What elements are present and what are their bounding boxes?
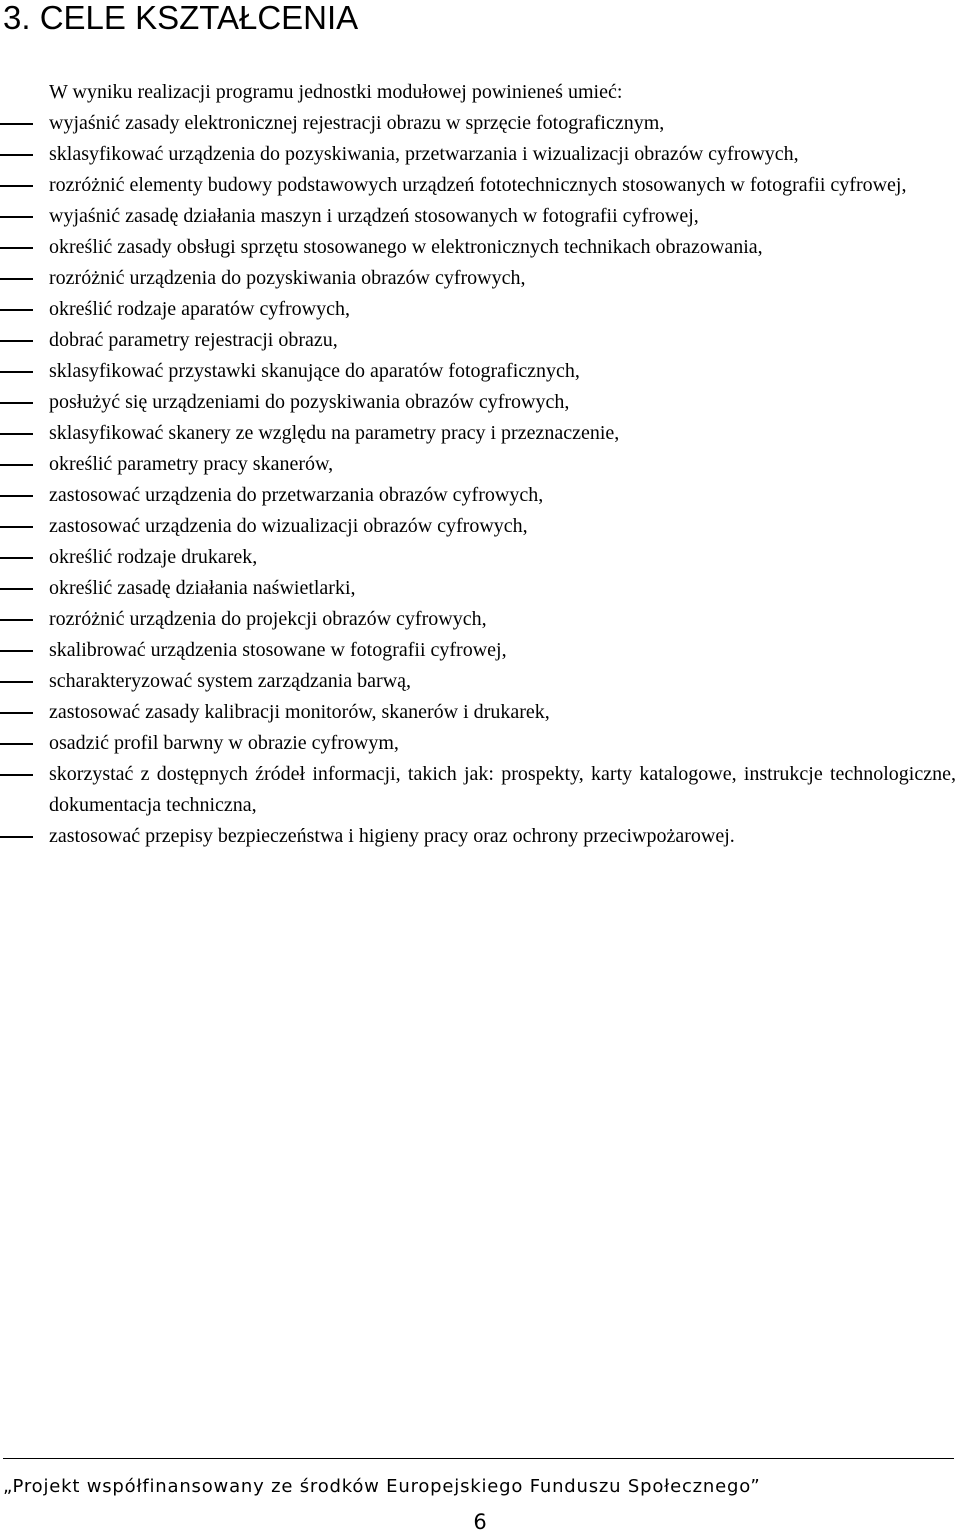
list-item [0, 635, 956, 666]
list-item [0, 232, 956, 263]
dash-bullet [0, 619, 33, 621]
list-item [0, 449, 956, 480]
list-item-text: określić zasady obsługi sprzętu stosowanego w elektronicznych technikach obrazowania, [49, 236, 763, 258]
list-item [0, 201, 956, 232]
dash-bullet [0, 278, 33, 280]
list-item [0, 387, 956, 418]
dash-bullet [0, 650, 33, 652]
list-item-text: zastosować zasady kalibracji monitorów, skanerów i drukarek, [49, 701, 550, 723]
list-item-text: scharakteryzować system zarządzania barwą, [49, 670, 412, 692]
dash-bullet [0, 309, 33, 311]
footer-divider [3, 1458, 954, 1459]
list-item-text: sklasyfikować skanery ze względu na parametry pracy i przeznaczenie, [49, 422, 620, 444]
list-item [0, 263, 956, 294]
dash-bullet [0, 433, 33, 435]
dash-bullet [0, 247, 33, 249]
list-item-text: rozróżnić urządzenia do projekcji obrazów cyfrowych, [49, 608, 487, 630]
dash-bullet [0, 526, 33, 528]
list-item-text: rozróżnić elementy budowy podstawowych urządzeń fototechnicznych stosowanych w fotografii cyfrowej, [49, 174, 907, 196]
list-item-text: wyjaśnić zasady elektronicznej rejestracji obrazu w sprzęcie fotograficznym, [49, 112, 665, 134]
list-item-text: zastosować przepisy bezpieczeństwa i higieny pracy oraz ochrony przeciwpożarowej. [49, 825, 735, 847]
dash-bullet [0, 836, 33, 838]
list-item-text: określić rodzaje aparatów cyfrowych, [49, 298, 350, 320]
list-item [0, 511, 956, 542]
dash-bullet [0, 154, 33, 156]
dash-bullet [0, 743, 33, 745]
dash-bullet [0, 185, 33, 187]
list-item-text: skalibrować urządzenia stosowane w fotografii cyfrowej, [49, 639, 507, 661]
list-item-text: wyjaśnić zasadę działania maszyn i urządzeń stosowanych w fotografii cyfrowej, [49, 205, 699, 227]
footer-note: „Projekt współfinansowany ze środków Europejskiego Funduszu Społecznego” [3, 1476, 761, 1497]
list-item-text: określić parametry pracy skanerów, [49, 453, 334, 475]
list-item-text: sklasyfikować urządzenia do pozyskiwania, przetwarzania i wizualizacji obrazów cyfrowych, [49, 143, 799, 165]
list-item-text: osadzić profil barwny w obrazie cyfrowym, [49, 732, 399, 754]
list-item [0, 170, 956, 201]
list-item-text: zastosować urządzenia do przetwarzania obrazów cyfrowych, [49, 484, 544, 506]
objectives-list [0, 108, 956, 852]
dash-bullet [0, 123, 33, 125]
list-item-text: sklasyfikować przystawki skanujące do aparatów fotograficznych, [49, 360, 580, 382]
list-item [0, 697, 956, 728]
list-item [0, 294, 956, 325]
intro-text: W wyniku realizacji programu jednostki modułowej powinieneś umieć: [49, 81, 623, 103]
list-item [0, 821, 956, 852]
list-item [0, 325, 956, 356]
list-item-text: określić zasadę działania naświetlarki, [49, 577, 356, 599]
dash-bullet [0, 402, 33, 404]
list-item [0, 666, 956, 697]
list-item [0, 728, 956, 759]
section-heading: 3. CELE KSZTAŁCENIA [3, 0, 359, 36]
list-item-text: skorzystać z dostępnych źródeł informacji, takich jak: prospekty, karty katalogowe, instrukcje technologiczne, dokumentacja techniczna, [49, 763, 956, 816]
dash-bullet [0, 340, 33, 342]
dash-bullet [0, 774, 33, 776]
list-item [0, 480, 956, 511]
dash-bullet [0, 681, 33, 683]
dash-bullet [0, 712, 33, 714]
list-item [0, 356, 956, 387]
dash-bullet [0, 464, 33, 466]
list-item-text: zastosować urządzenia do wizualizacji obrazów cyfrowych, [49, 515, 528, 537]
list-item-text: określić rodzaje drukarek, [49, 546, 258, 568]
list-item [0, 418, 956, 449]
page-number: 6 [473, 1510, 487, 1534]
list-item [0, 759, 956, 821]
dash-bullet [0, 588, 33, 590]
list-item [0, 108, 956, 139]
list-item [0, 542, 956, 573]
list-item-text: rozróżnić urządzenia do pozyskiwania obrazów cyfrowych, [49, 267, 526, 289]
list-item [0, 573, 956, 604]
dash-bullet [0, 216, 33, 218]
list-item [0, 139, 956, 170]
dash-bullet [0, 371, 33, 373]
dash-bullet [0, 495, 33, 497]
list-item-text: posłużyć się urządzeniami do pozyskiwania obrazów cyfrowych, [49, 391, 570, 413]
list-item-text: dobrać parametry rejestracji obrazu, [49, 329, 338, 351]
list-item [0, 604, 956, 635]
dash-bullet [0, 557, 33, 559]
